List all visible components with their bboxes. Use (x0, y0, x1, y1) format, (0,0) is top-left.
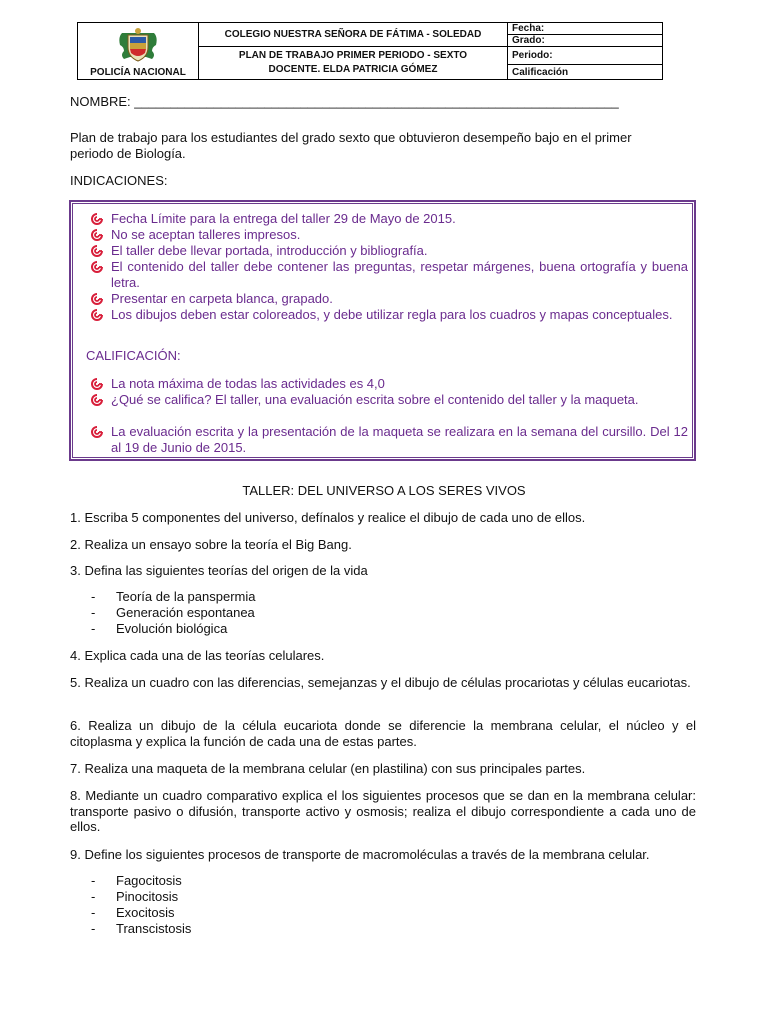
question-5: 5. Realiza un cuadro con las diferencias, semejanzas y el dibujo de células procariotas y células eucariotas. (70, 675, 691, 690)
q9-list-item: - Pinocitosis (91, 889, 179, 904)
field-periodo: Periodo: (508, 47, 663, 65)
indicacion-item: Fecha Límite para la entrega del taller 29 de Mayo de 2015. (111, 211, 688, 227)
spiral-bullet-icon (90, 377, 104, 391)
indicacion-item: Presentar en carpeta blanca, grapado. (111, 291, 688, 307)
question-7: 7. Realiza una maqueta de la membrana celular (en plastilina) con sus principales partes. (70, 761, 586, 776)
plan-line-1: PLAN DE TRABAJO PRIMER PERIODO - SEXTO (238, 50, 468, 62)
indicacion-item: El contenido del taller debe contener las preguntas, respetar márgenes, buena ortografía y buena letra. (111, 259, 688, 290)
taller-title: TALLER: DEL UNIVERSO A LOS SERES VIVOS (242, 483, 526, 498)
spiral-bullet-icon (90, 393, 104, 407)
police-shield-logo (116, 27, 160, 65)
question-4: 4. Explica cada una de las teorías celulares. (70, 648, 325, 663)
instructions-box (70, 201, 695, 460)
spiral-bullet-icon (90, 244, 104, 258)
spiral-bullet-icon (90, 228, 104, 242)
logo-cell (78, 23, 199, 80)
spiral-bullet-icon (90, 425, 104, 439)
header-table (77, 22, 663, 80)
field-grado: Grado: (508, 35, 663, 47)
calificacion-item: La evaluación escrita y la presentación de la maqueta se realizara en la semana del cursillo. Del 12 al 19 de Junio de 2015. (111, 424, 688, 455)
calificacion-item: La nota máxima de todas las actividades es 4,0 (111, 376, 688, 392)
q3-list-item: - Teoría de la panspermia (91, 589, 256, 604)
question-8: 8. Mediante un cuadro comparativo explica el los siguientes procesos que se dan en la membrana celular: transporte pasivo o difusión, transporte activo y osmosis; realiza el dibujo correspondiente a cada uno de ellos. (70, 788, 696, 834)
spiral-bullet-icon (90, 308, 104, 322)
spiral-bullet-icon (90, 292, 104, 306)
indicacion-item: Los dibujos deben estar coloreados, y debe utilizar regla para los cuadros y mapas conceptuales. (111, 307, 688, 323)
question-3: 3. Defina las siguientes teorías del origen de la vida (70, 563, 368, 578)
indicacion-item: El taller debe llevar portada, introducción y bibliografía. (111, 243, 688, 259)
plan-title (199, 47, 508, 80)
indicacion-item: No se aceptan talleres impresos. (111, 227, 688, 243)
intro-line-2: periodo de Biología. (70, 146, 186, 161)
q3-list-item: - Generación espontanea (91, 605, 255, 620)
institution-label: POLICÍA NACIONAL (90, 66, 186, 78)
field-calificacion: Calificación (508, 65, 663, 80)
calificacion-label: CALIFICACIÓN: (86, 348, 181, 363)
indicaciones-label: INDICACIONES: (70, 173, 168, 188)
field-fecha: Fecha: (508, 23, 663, 35)
school-name: COLEGIO NUESTRA SEÑORA DE FÁTIMA - SOLEDAD (199, 23, 508, 47)
question-9: 9. Define los siguientes procesos de transporte de macromoléculas a través de la membrana celular. (70, 847, 650, 862)
q9-list-item: - Transcistosis (91, 921, 192, 936)
q9-list-item: - Exocitosis (91, 905, 175, 920)
spiral-bullet-icon (90, 212, 104, 226)
spiral-bullet-icon (90, 260, 104, 274)
calificacion-item: ¿Qué se califica? El taller, una evaluación escrita sobre el contenido del taller y la maqueta. (111, 392, 688, 408)
q9-list-item: - Fagocitosis (91, 873, 182, 888)
question-2: 2. Realiza un ensayo sobre la teoría el Big Bang. (70, 537, 352, 552)
question-6: 6. Realiza un dibujo de la célula eucariota donde se diferencie la membrana celular, el núcleo y el citoplasma y explica la función de cada una de estas partes. (70, 718, 696, 749)
nombre-line: NOMBRE: ___________________________________________________________________ (70, 94, 619, 109)
q3-list-item: - Evolución biológica (91, 621, 228, 636)
question-1: 1. Escriba 5 componentes del universo, defínalos y realice el dibujo de cada uno de ellos. (70, 510, 586, 525)
plan-line-2: DOCENTE. ELDA PATRICIA GÓMEZ (268, 64, 438, 76)
intro-line-1: Plan de trabajo para los estudiantes del grado sexto que obtuvieron desempeño bajo en el primer (70, 130, 632, 145)
